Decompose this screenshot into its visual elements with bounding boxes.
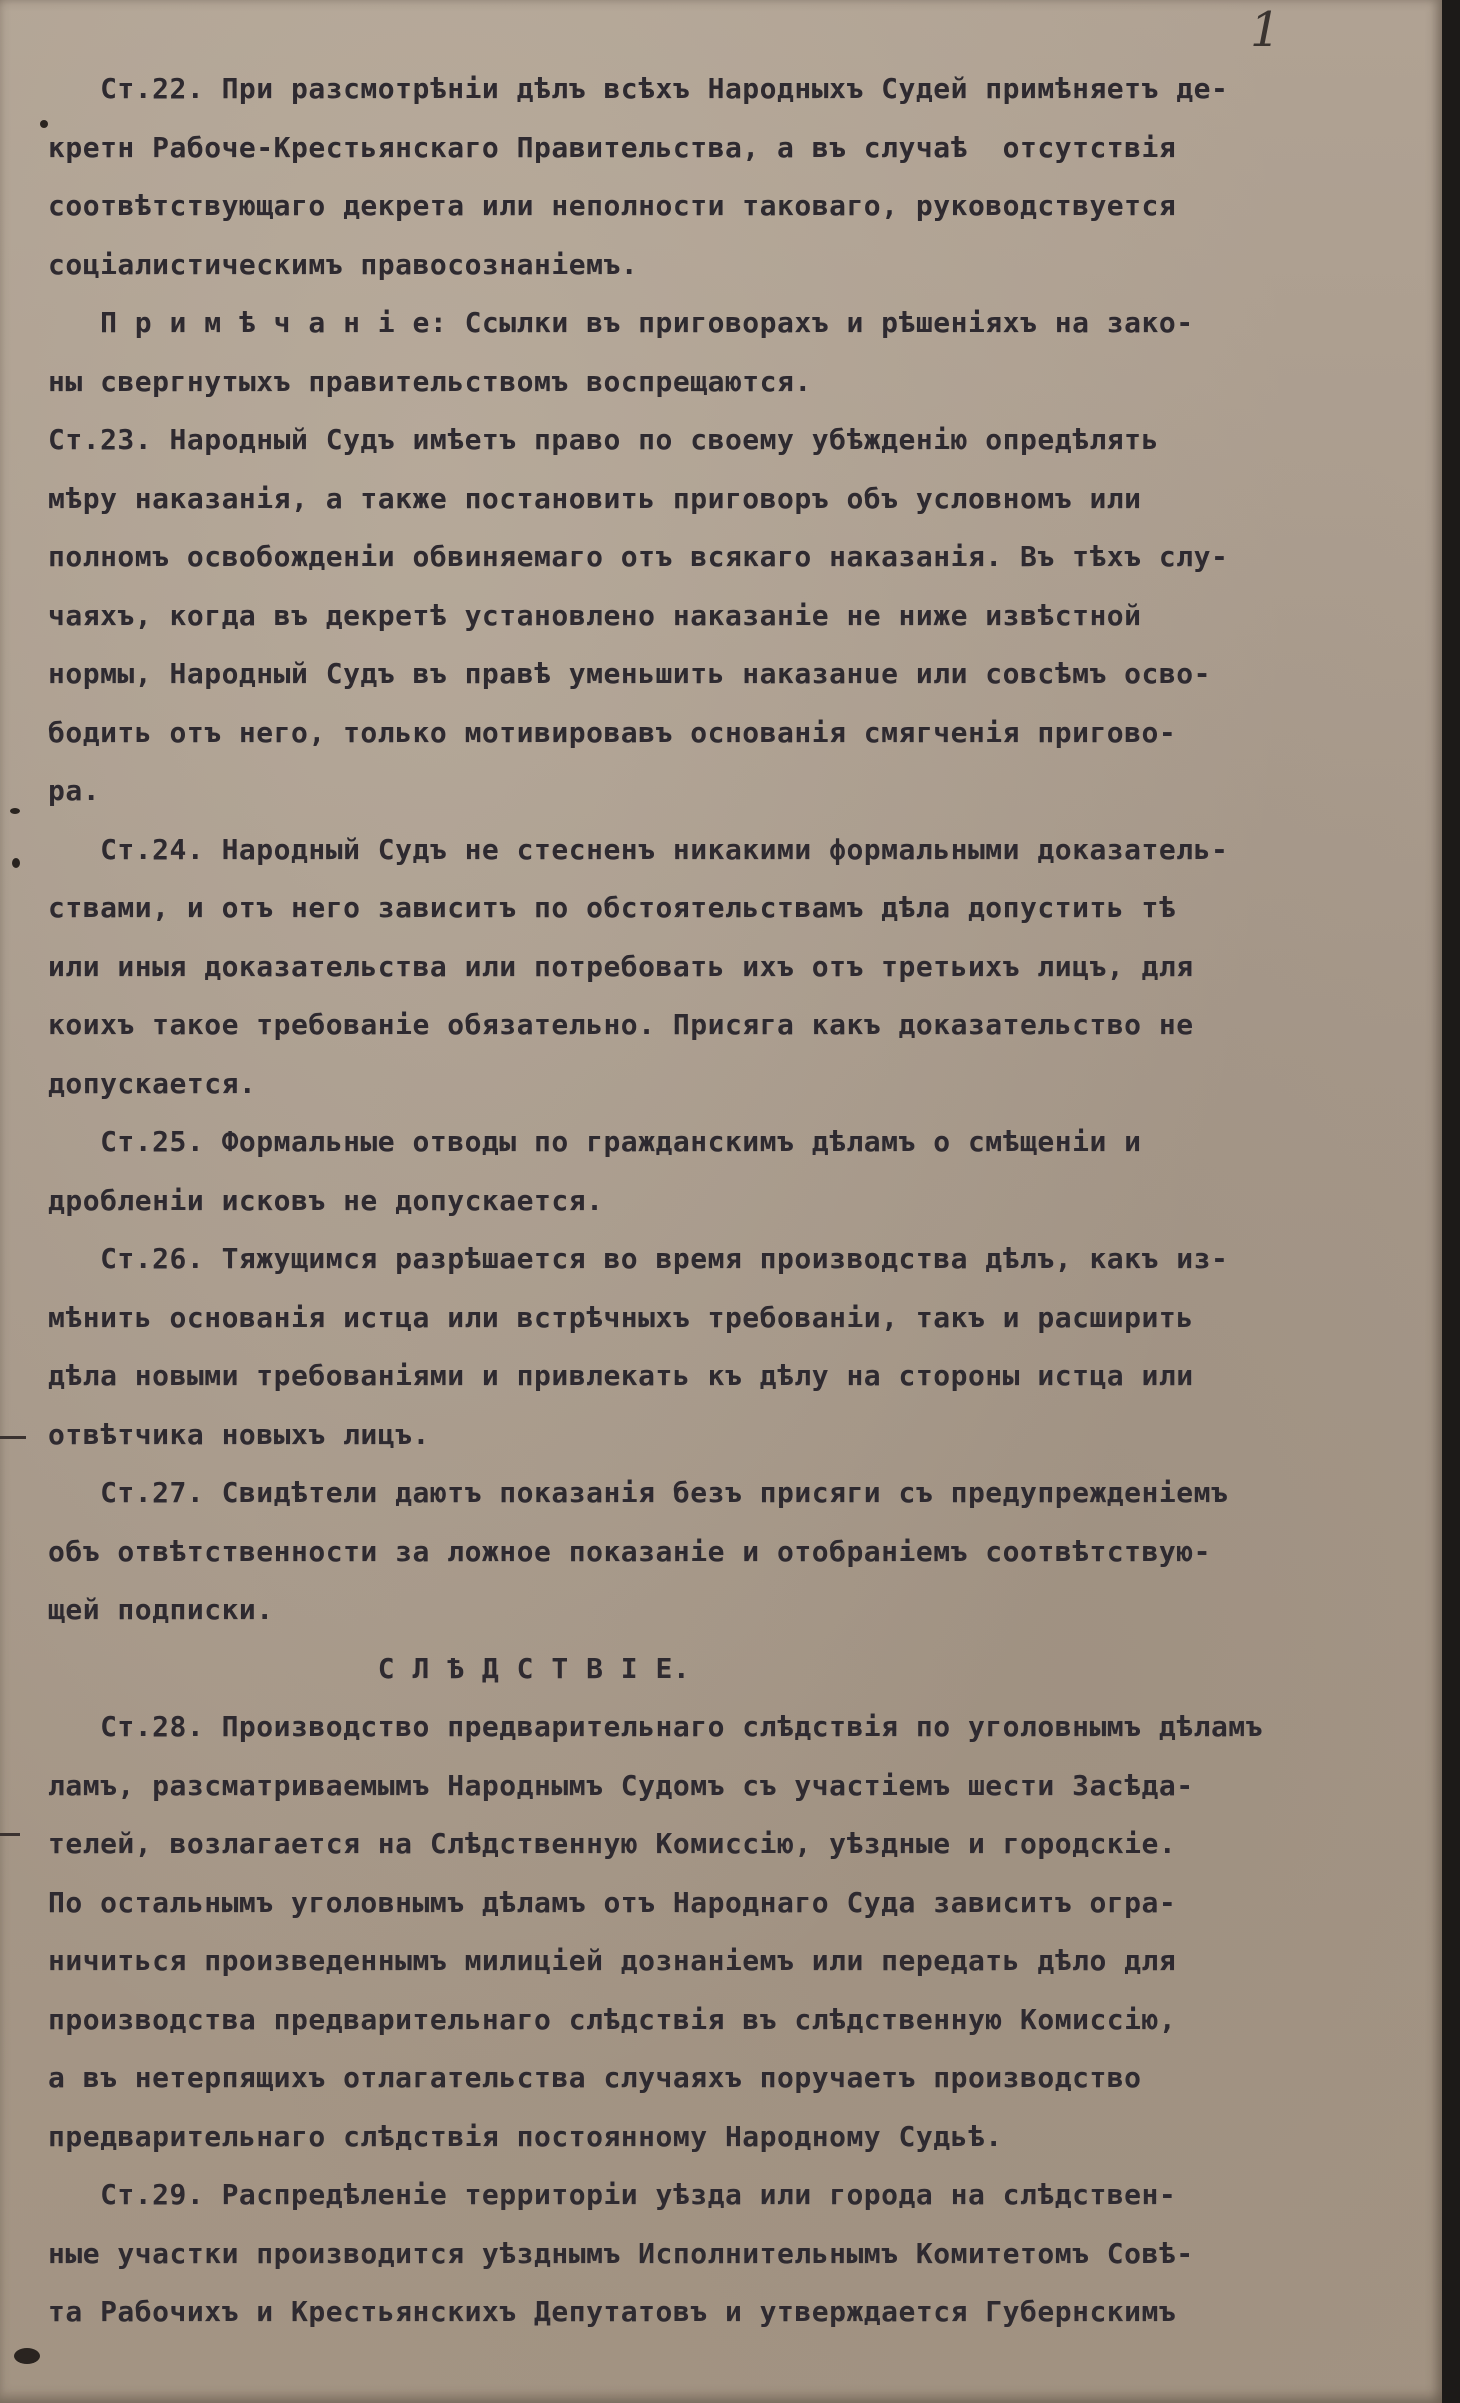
text-line: производства предварительнаго слѣдствія въ слѣдственную Комиссію,	[48, 2002, 1177, 2036]
text-line: соціалистическимъ правосознаніемъ.	[48, 247, 639, 281]
text-line: а въ нетерпящихъ отлагательства случаяхъ поручаетъ производство	[48, 2061, 1142, 2094]
text-line: ны свергнутыхъ правительствомъ воспрещаются.	[48, 364, 812, 398]
text-line: ствами, и отъ него зависитъ по обстоятельствамъ дѣла допустить тѣ	[48, 891, 1177, 924]
text-line: телей, возлагается на Слѣдственную Комиссію, уѣздные и городскіе.	[48, 1827, 1177, 1860]
document-body	[48, 60, 1428, 2342]
text-line: По остальнымъ уголовнымъ дѣламъ отъ Народнаго Суда зависитъ огра-	[48, 1885, 1177, 1919]
text-line: полномъ освобожденіи обвиняемаго отъ всякаго наказанія. Въ тѣхъ слу-	[48, 540, 1229, 573]
section-heading: С Л Ѣ Д С Т В І Е.	[48, 1651, 691, 1685]
edge-tick-mark	[0, 1833, 20, 1836]
text-line: ничиться произведеннымъ милиціей дознаніемъ или передать дѣло для	[48, 1944, 1177, 1977]
text-line: допускается.	[48, 1066, 257, 1100]
page-number: 1	[1250, 2, 1281, 58]
text-line: Ст.22. При разсмотрѣніи дѣлъ всѣхъ Народныхъ Судей примѣняетъ де-	[48, 72, 1229, 105]
text-line: отвѣтчика новыхъ лицъ.	[48, 1417, 430, 1451]
text-line: ра.	[48, 774, 101, 807]
text-line: мѣру наказанія, а также постановить приговоръ объ условномъ или	[48, 481, 1142, 515]
text-line: та Рабочихъ и Крестьянскихъ Депутатовъ и утверждается Губернскимъ	[48, 2295, 1177, 2328]
text-line: ламъ, разсматриваемымъ Народнымъ Судомъ съ участіемъ шести Засѣда-	[48, 1768, 1194, 1802]
edge-tick-mark	[0, 1436, 26, 1439]
text-line: Ст.29. Распредѣленіе территоріи уѣзда или города на слѣдствен-	[48, 2178, 1177, 2211]
text-line: Ст.23. Народный Судъ имѣетъ право по своему убѣжденію опредѣлять	[48, 423, 1159, 456]
text-line: Ст.28. Производство предварительнаго слѣдствія по уголовнымъ дѣламъ	[48, 1710, 1264, 1743]
punch-hole-mark	[10, 808, 20, 814]
text-line: Ст.26. Тяжущимся разрѣшается во время производства дѣлъ, какъ из-	[48, 1242, 1229, 1275]
text-line: коихъ такое требованіе обязательно. Присяга какъ доказательство не	[48, 1008, 1194, 1041]
text-line: Ст.25. Формальные отводы по гражданскимъ дѣламъ о смѣщеніи и	[48, 1125, 1142, 1158]
text-line: дѣла новыми требованіями и привлекать къ дѣлу на стороны истца или	[48, 1359, 1194, 1392]
text-line: объ отвѣтственности за ложное показаніе и отобраніемъ соотвѣтствую-	[48, 1534, 1211, 1568]
text-line: дробленіи исковъ не допускается.	[48, 1183, 604, 1217]
text-line: ные участки производится уѣзднымъ Исполнительнымъ Комитетомъ Совѣ-	[48, 2236, 1194, 2270]
text-line: Ст.27. Свидѣтели даютъ показанія безъ присяги съ предупрежденіемъ	[48, 1476, 1229, 1509]
text-line: предварительнаго слѣдствія постоянному Народному Судьѣ.	[48, 2119, 1003, 2153]
text-line: соотвѣтствующаго декрета или неполности таковаго, руководствуется	[48, 189, 1177, 222]
text-line: или иныя доказательства или потребовать ихъ отъ третьихъ лицъ, для	[48, 949, 1194, 983]
text-line: щей подписки.	[48, 1593, 274, 1626]
text-line: чаяхъ, когда въ декретѣ установлено наказаніе не ниже извѣстной	[48, 598, 1142, 632]
corner-ink-blot	[14, 2348, 40, 2364]
text-line: мѣнить основанія истца или встрѣчныхъ требованіи, такъ и расширить	[48, 1300, 1194, 1334]
text-line: нормы, Народный Судъ въ правѣ уменьшить наказанue или совсѣмъ осво-	[48, 657, 1211, 690]
punch-hole-mark	[40, 120, 48, 128]
text-line: Ст.24. Народный Судъ не стесненъ никакими формальными доказатель-	[48, 832, 1229, 866]
text-line: бодить отъ него, только мотивировавъ основанія смягченія пригово-	[48, 715, 1177, 749]
text-line: кретн Рабоче-Крестьянскаго Правительства, а въ случаѣ отсутствія	[48, 130, 1177, 164]
text-line: П р и м ѣ ч а н і е: Ссылки въ приговорахъ и рѣшеніяхъ на зако-	[48, 306, 1194, 339]
punch-hole-mark	[12, 858, 20, 868]
